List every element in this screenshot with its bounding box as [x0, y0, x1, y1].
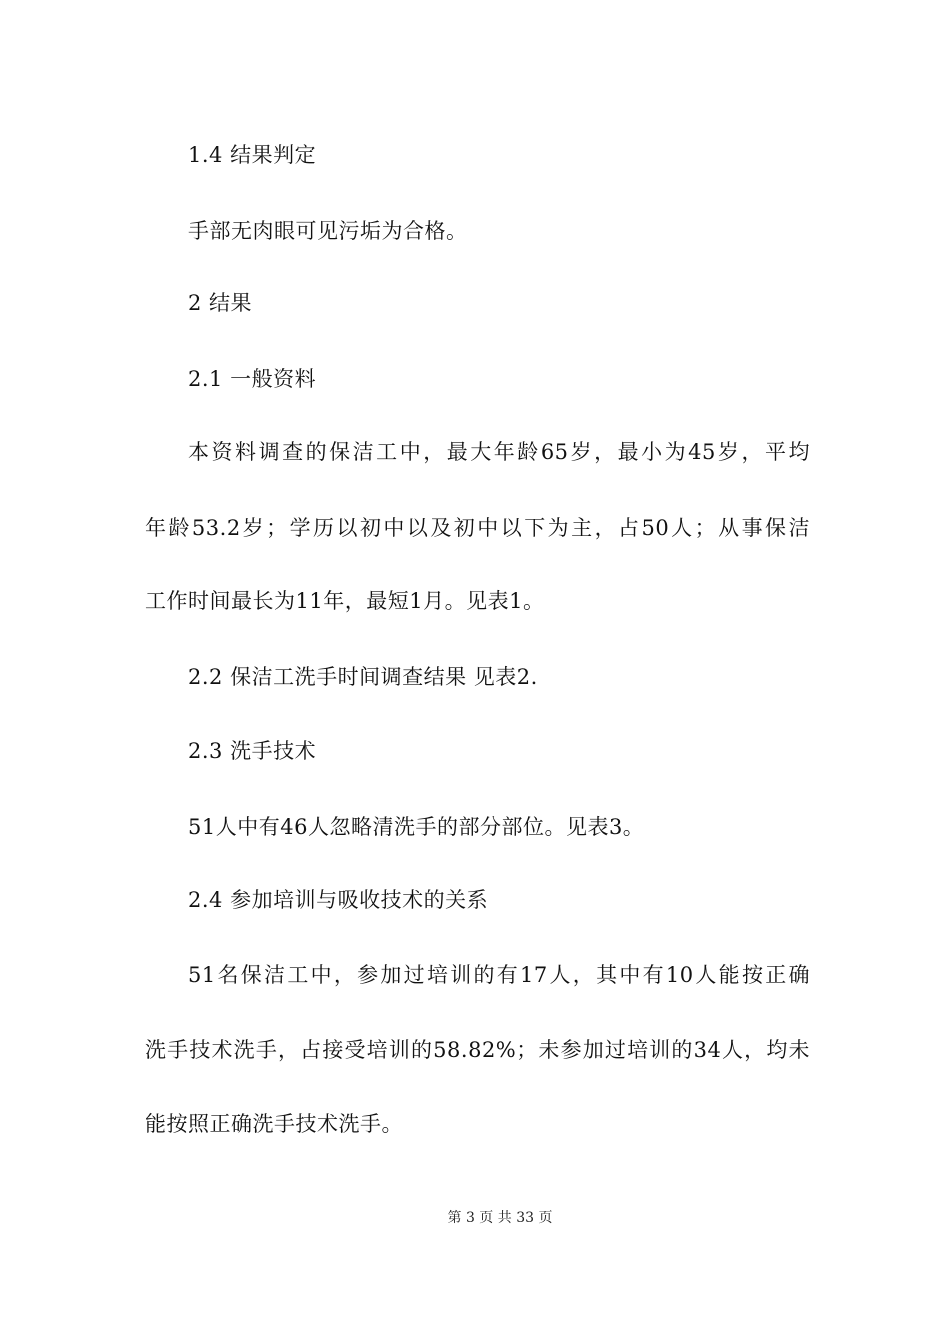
section-heading-2-4: 2.4 参加培训与吸收技术的关系	[188, 888, 489, 912]
paragraph-line: 年龄53.2岁；学历以初中以及初中以下为主，占50人；从事保洁	[145, 516, 810, 540]
paragraph-line: 51名保洁工中，参加过培训的有17人，其中有10人能按正确	[188, 963, 810, 987]
page-number-footer: 第 3 页 共 33 页	[447, 1210, 553, 1226]
section-heading-2-2: 2.2 保洁工洗手时间调查结果 见表2.	[188, 665, 538, 689]
section-heading-2: 2 结果	[188, 291, 253, 315]
paragraph-line: 51人中有46人忽略清洗手的部分部位。见表3。	[188, 815, 645, 839]
paragraph-line: 手部无肉眼可见污垢为合格。	[188, 219, 468, 243]
paragraph-line: 洗手技术洗手，占接受培训的58.82%；未参加过培训的34人，均未	[145, 1038, 810, 1062]
section-heading-1-4: 1.4 结果判定	[188, 143, 317, 167]
paragraph-line: 能按照正确洗手技术洗手。	[145, 1112, 403, 1136]
paragraph-line: 本资料调查的保洁工中，最大年龄65岁，最小为45岁，平均	[188, 440, 810, 464]
section-heading-2-3: 2.3 洗手技术	[188, 739, 317, 763]
paragraph-line: 工作时间最长为11年，最短1月。见表1。	[145, 589, 545, 613]
section-heading-2-1: 2.1 一般资料	[188, 367, 317, 391]
